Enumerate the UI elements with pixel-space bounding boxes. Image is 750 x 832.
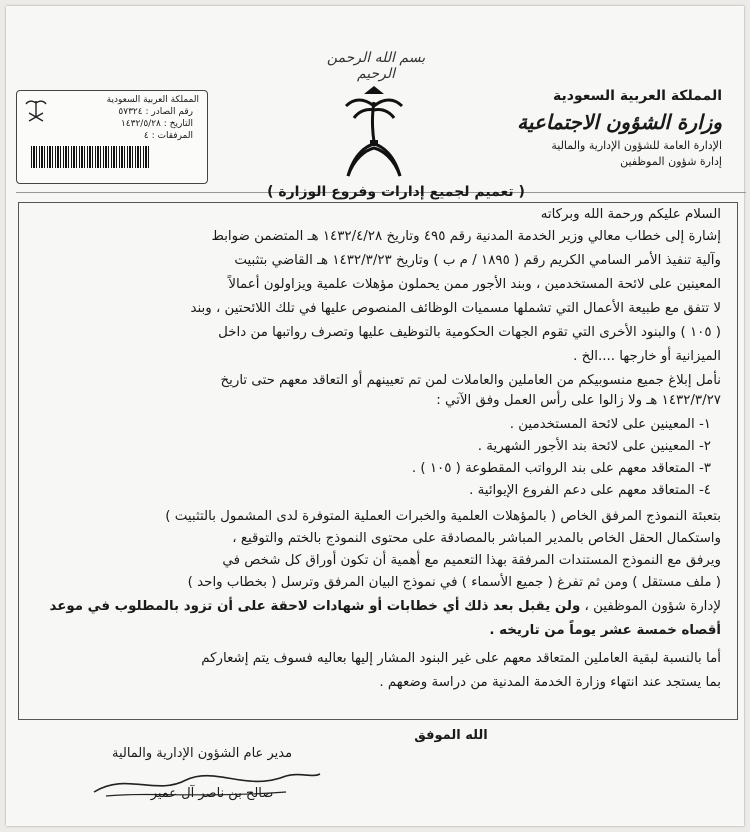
list-item: ٤- المتعاقد معهم على دعم الفروع الإيوائية . [469, 483, 711, 498]
signer-title: مدير عام الشؤون الإدارية والمالية [111, 746, 293, 761]
stamp-number: رقم الصادر : ٥٧٣٢٤ [118, 107, 193, 117]
paragraph-line-bold: أقصاه خمسة عشر يوماً من تاريخه . [489, 623, 721, 638]
paragraph-line: لا تتفق مع طبيعة الأعمال التي تشملها مسميات الوظائف المنصوص عليها في تلك اللائحتين ، وبند [190, 301, 721, 316]
department-general: الإدارة العامة للشؤون الإدارية والمالية [551, 139, 722, 152]
list-item: ٢- المعينين على لائحة بند الأجور الشهرية . [477, 439, 711, 454]
greeting: السلام عليكم ورحمة الله وبركاته [540, 207, 721, 222]
paragraph-line: ويرفق مع النموذج المستندات المرفقة بهذا التعميم مع أهمية أن تكون أوراق كل شخص في [222, 553, 721, 568]
paragraph-line: المعينين على لائحة المستخدمين ، وبند الأجور ممن يحملون مؤهلات علمية ويزاولون أعمالاً [228, 277, 721, 292]
paragraph-line: وآلية تنفيذ الأمر السامي الكريم رقم ( ١٨٩٥ / م ب ) وتاريخ ١٤٣٢/٣/٢٣ هـ القاضي بتثبيت [234, 253, 721, 268]
paragraph-line [21, 597, 721, 617]
paragraph-line: نأمل إبلاغ جميع منسوبيكم من العاملين والعاملات لمن تم تعيينهم أو التعاقد معهم حتى تاريخ [220, 373, 721, 388]
list-item: ١- المعينين على لائحة المستخدمين . [509, 417, 711, 432]
department-personnel: إدارة شؤون الموظفين [620, 155, 722, 168]
paragraph-line-bold: ولن يقبل بعد ذلك أي خطابات أو شهادات لاحقة على أن تزود بالمطلوب في موعد [49, 599, 581, 614]
list-item: ٣- المتعاقد معهم على بند الرواتب المقطوعة ( ١٠٥ ) . [411, 461, 711, 476]
signer-name: صالح بن ناصر آل عمير [150, 786, 274, 801]
closing-phrase: الله الموفق [414, 728, 488, 743]
ministry-name: وزارة الشؤون الاجتماعية [517, 110, 722, 134]
bismillah-calligraphy: بسم الله الرحمن الرحيم [326, 50, 426, 82]
paragraph-line: بتعبئة النموذج المرفق الخاص ( بالمؤهلات العلمية والخبرات العملية المتوفرة لدى المشمول بالتثبيت ) [165, 509, 721, 524]
paragraph-line: ١٤٣٢/٣/٢٧ هـ ولا زالوا على رأس العمل وفق الآتي : [436, 393, 721, 408]
stamp-issuer: المملكة العربية السعودية [106, 95, 199, 105]
paragraph-line: أما بالنسبة لبقية العاملين المتعاقد معهم على غير البنود المشار إليها بعاليه فسوف يتم إشعاركم [201, 651, 721, 666]
document-page [6, 6, 744, 826]
paragraph-line: ( ملف مستقل ) ومن ثم تفرغ ( جميع الأسماء ) في نموذج البيان المرفق وترسل ( بخطاب واحد ) [187, 575, 721, 590]
paragraph-line: ( ١٠٥ ) والبنود الأخرى التي تقوم الجهات الحكومية بالتوظيف عليها وتصرف رواتبها من داخل [218, 325, 721, 340]
paragraph-line-part: لإدارة شؤون الموظفين ، [580, 599, 721, 614]
barcode [31, 146, 151, 168]
paragraph-line: بما يستجد عند انتهاء وزارة الخدمة المدنية من دراسة وضعهم . [379, 675, 721, 690]
paragraph-line: الميزانية أو خارجها ....الخ . [573, 349, 721, 364]
stamp-attachments: المرفقات : ٤ [143, 131, 193, 141]
stamp-date: التاريخ : ١٤٣٢/٥/٢٨ [120, 119, 193, 129]
ministry-header [492, 88, 722, 170]
paragraph-line: واستكمال الحقل الخاص بالمدير المباشر بالمصادقة على محتوى النموذج بالختم والتوقيع ، [232, 531, 721, 546]
paragraph-line: إشارة إلى خطاب معالي وزير الخدمة المدنية رقم ٤٩٥ وتاريخ ١٤٣٢/٤/٢٨ هـ المتضمن ضوابط [211, 229, 721, 244]
registry-stamp [16, 90, 208, 184]
letter-body [18, 202, 738, 720]
kingdom-name: المملكة العربية السعودية [553, 88, 722, 104]
saudi-emblem-icon [324, 84, 424, 182]
circular-title: ( تعميم لجميع إدارات وفروع الوزارة ) [267, 184, 525, 200]
